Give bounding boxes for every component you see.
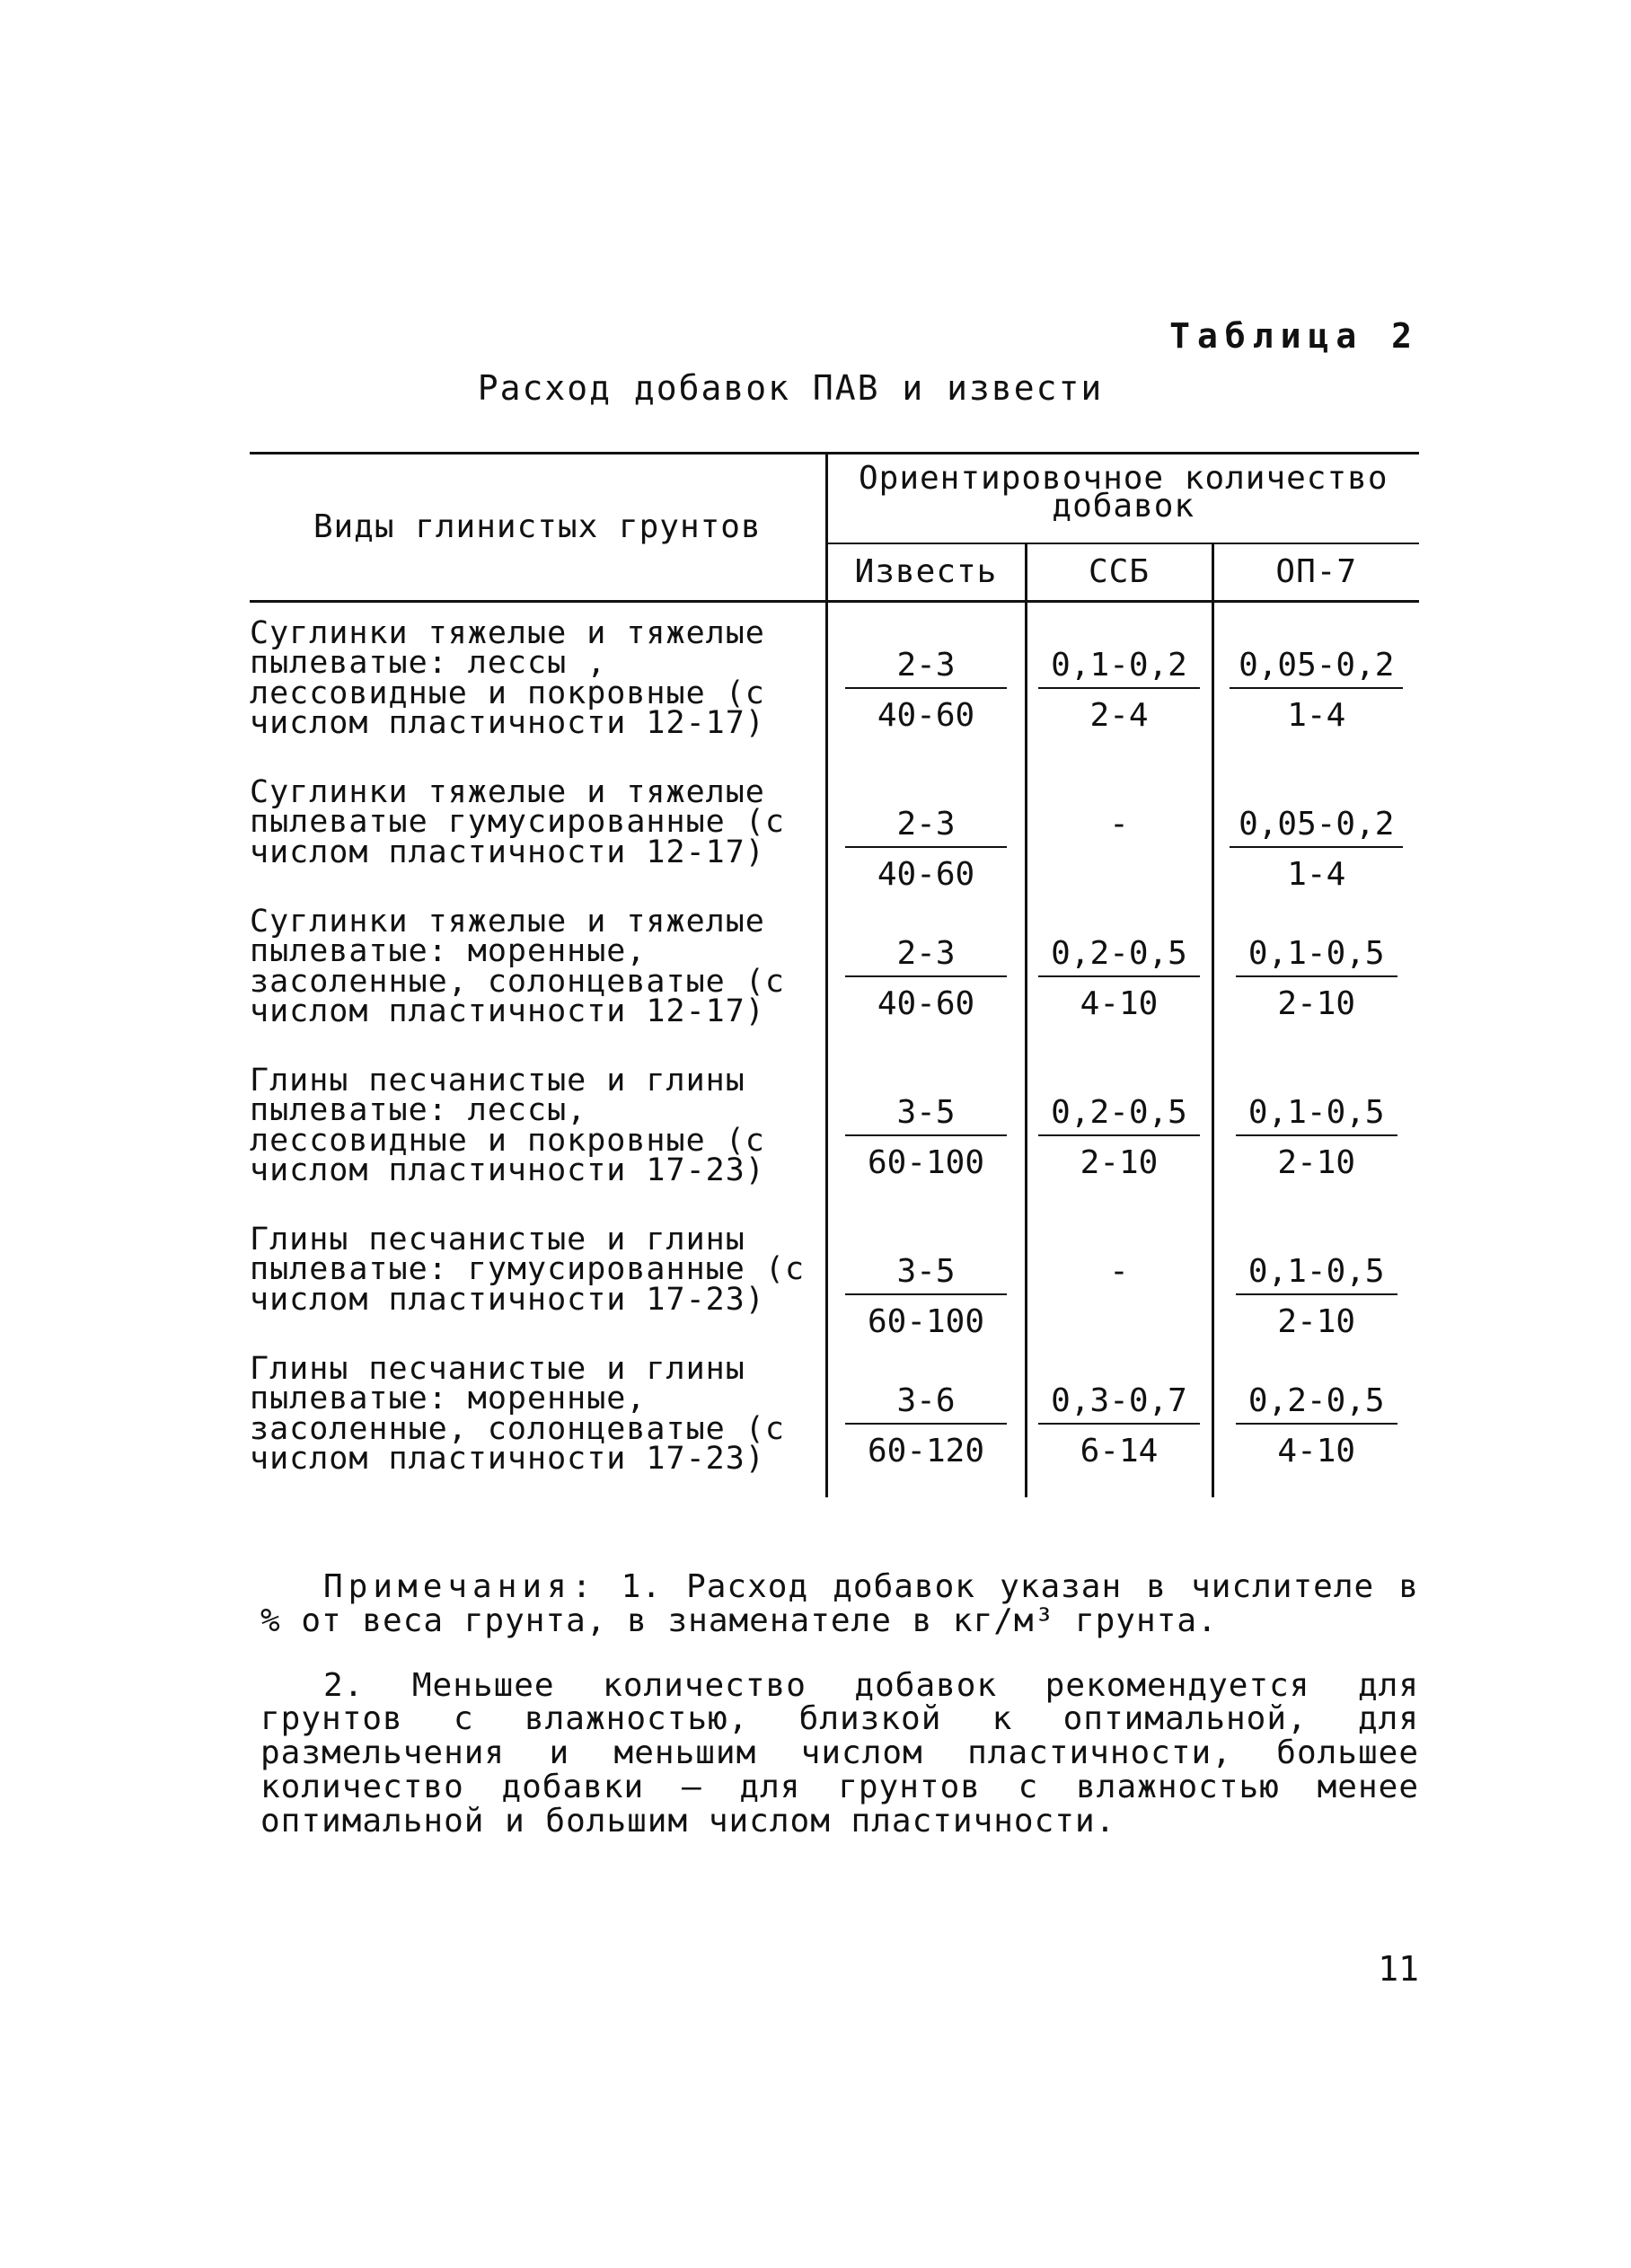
denominator: 40-60 [877,985,975,1022]
numerator: 0,3-0,7 [1038,1385,1200,1425]
fraction [845,649,1007,732]
denominator: 6-14 [1080,1433,1159,1469]
fraction [845,935,1007,1022]
op7-cell [1212,762,1419,891]
numerator: 2-3 [845,938,1007,977]
denominator: 2-10 [1277,1303,1356,1340]
table-row [250,1338,1419,1497]
numerator: 0,05-0,2 [1230,649,1403,689]
numerator: 0,1-0,5 [1236,1097,1397,1136]
header-lime: Известь [826,543,1026,602]
lime-cell [826,1050,1026,1209]
header-additive-quantity: Ориентировочное количество добавок [826,454,1419,544]
additives-table [250,452,1419,1497]
note-1 [260,1570,1419,1638]
op7-cell [1212,602,1419,763]
fraction [1236,1253,1397,1340]
lime-cell [826,891,1026,1050]
note-1-text: 1. Расход добавок указан в числителе в % от веса грунта, в знаменателе в кг/м³ грунта. [260,1568,1419,1639]
fraction [1236,935,1397,1022]
soil-type-cell: Глины песчанистые и глины пылеватые: лессы, лессовидные и покровные (с числом пластичности 17-23) [250,1050,826,1209]
denominator: 2-10 [1277,1144,1356,1181]
denominator: 2-4 [1089,697,1149,734]
table-row [250,602,1419,763]
table-row [250,1209,1419,1338]
lime-cell [826,1209,1026,1338]
numerator: 0,05-0,2 [1230,808,1403,848]
fraction [845,1253,1007,1340]
op7-cell [1212,1050,1419,1209]
numerator: 3-5 [845,1256,1007,1295]
denominator: 4-10 [1277,1433,1356,1469]
numerator: 0,1-0,2 [1038,649,1200,689]
lime-cell [826,602,1026,763]
numerator: 0,2-0,5 [1038,1097,1200,1136]
empty-dash: - [1109,1253,1129,1290]
denominator: 2-10 [1080,1144,1159,1181]
table-row [250,891,1419,1050]
header-op7: ОП-7 [1212,543,1419,602]
op7-cell [1212,1338,1419,1497]
fraction [1236,1094,1397,1181]
header-ssb: ССБ [1026,543,1212,602]
denominator: 1-4 [1287,697,1346,734]
lime-cell [826,1338,1026,1497]
soil-type-cell: Глины песчанистые и глины пылеватые: моренные, засоленные, солонцеватые (с числом пластичности 17-23) [250,1338,826,1497]
soil-type-cell: Суглинки тяжелые и тяжелые пылеватые: моренные, засоленные, солонцеватые (с числом пластичности 12-17) [250,891,826,1050]
fraction [1236,1382,1397,1469]
page-number: 11 [1378,1949,1419,1989]
numerator: 0,1-0,5 [1236,1256,1397,1295]
fraction [1038,649,1200,732]
table-row [250,762,1419,891]
denominator: 40-60 [877,856,975,893]
header-soil-types: Виды глинистых грунтов [250,454,826,602]
denominator: 1-4 [1287,856,1346,893]
fraction [1038,1094,1200,1181]
numerator: 0,1-0,5 [1236,938,1397,977]
soil-type-cell: Суглинки тяжелые и тяжелые пылеватые: лессы , лессовидные и покровные (с числом пластичности 12-17) [250,602,826,763]
soil-type-cell: Суглинки тяжелые и тяжелые пылеватые гумусированные (с числом пластичности 12-17) [250,762,826,891]
note-2: 2. Меньшее количество добавок рекомендуется для грунтов с влажностью, близкой к оптимальной, для размельчения и меньшим числом пластичности, большее количество добавки – для грунтов с влажностью менее оптимальной и большим числом пластичности. [260,1666,1419,1840]
denominator: 2-10 [1277,985,1356,1022]
ssb-cell [1026,891,1212,1050]
op7-cell [1212,891,1419,1050]
denominator: 4-10 [1080,985,1159,1022]
op7-cell [1212,1209,1419,1338]
denominator: 60-100 [867,1303,985,1340]
denominator: 60-100 [867,1144,985,1181]
fraction [1230,808,1403,891]
empty-dash: - [1109,806,1129,843]
numerator: 0,2-0,5 [1236,1385,1397,1425]
table-title: Расход добавок ПАВ и извести [477,368,1104,408]
ssb-cell [1026,762,1212,891]
denominator: 40-60 [877,697,975,734]
notes [260,1570,1419,1869]
numerator: 2-3 [845,808,1007,848]
table-row [250,1050,1419,1209]
fraction [845,808,1007,891]
ssb-cell [1026,1338,1212,1497]
fraction [845,1382,1007,1469]
lime-cell [826,762,1026,891]
numerator: 0,2-0,5 [1038,938,1200,977]
notes-heading: Примечания: [323,1568,597,1605]
denominator: 60-120 [867,1433,985,1469]
soil-type-cell: Глины песчанистые и глины пылеватые: гумусированные (с числом пластичности 17-23) [250,1209,826,1338]
ssb-cell [1026,1209,1212,1338]
numerator: 2-3 [845,649,1007,689]
fraction [1038,935,1200,1022]
ssb-cell [1026,1050,1212,1209]
fraction [1230,649,1403,732]
fraction [845,1094,1007,1181]
fraction [1038,1382,1200,1469]
numerator: 3-5 [845,1097,1007,1136]
ssb-cell [1026,602,1212,763]
numerator: 3-6 [845,1385,1007,1425]
table-label: Таблица 2 [1169,316,1419,356]
